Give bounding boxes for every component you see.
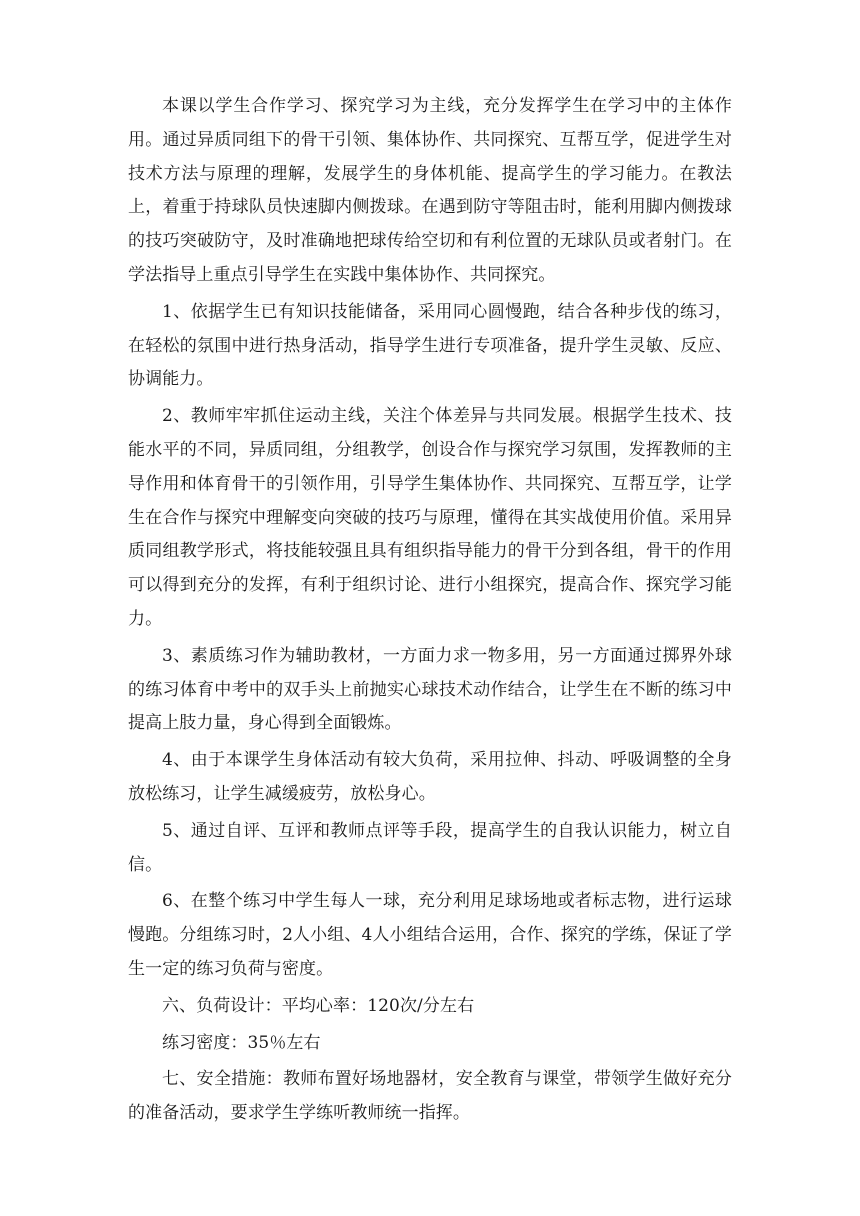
paragraph-item-2: 2、教师牢牢抓住运动主线，关注个体差异与共同发展。根据学生技术、技能水平的不同，异质同组，分组教学，创设合作与探究学习氛围，发挥教师的主导作用和体育骨干的引领作用，引导学生集体协作、共同探究、互帮互学，让学生在合作与探究中理解变向突破的技巧与原理，懂得在其实战使用价值。采用异质同组教学形式，将技能较强且具有组织指导能力的骨干分到各组，骨干的作用可以得到充分的发挥，有利于组织讨论、进行小组探究，提高合作、探究学习能力。 bbox=[128, 406, 732, 629]
paragraph-item-3: 3、素质练习作为辅助教材，一方面力求一物多用，另一方面通过掷界外球的练习体育中考中的双手头上前抛实心球技术动作结合，让学生在不断的练习中提高上肢力量，身心得到全面锻炼。 bbox=[128, 645, 732, 734]
paragraph-practice-density: 练习密度：35％左右 bbox=[162, 1032, 321, 1053]
paragraph-safety-measures: 七、安全措施：教师布置好场地器材，安全教育与课堂，带领学生做好充分的准备活动，要求学生学练听教师统一指挥。 bbox=[128, 1069, 732, 1124]
paragraph-item-4: 4、由于本课学生身体活动有较大负荷，采用拉伸、抖动、呼吸调整的全身放松练习，让学生减缓疲劳，放松身心。 bbox=[128, 750, 732, 804]
paragraph-intro: 本课以学生合作学习、探究学习为主线，充分发挥学生在学习中的主体作用。通过异质同组下的骨干引领、集体协作、共同探究、互帮互学，促进学生对技术方法与原理的理解，发展学生的身体机能、提高学生的学习能力。在教法上，着重于持球队员快速脚内侧拨球。在遇到防守等阻击时，能利用脚内侧拨球的技巧突破防守，及时准确地把球传给空切和有利位置的无球队员或者射门。在学法指导上重点引导学生在实践中集体协作、共同探究。 bbox=[128, 96, 732, 285]
paragraph-load-design: 六、负荷设计：平均心率：120次/分左右 bbox=[162, 995, 475, 1016]
paragraph-item-6: 6、在整个练习中学生每人一球，充分利用足球场地或者标志物，进行运球慢跑。分组练习时，2人小组、4人小组结合运用，合作、探究的学练，保证了学生一定的练习负荷与密度。 bbox=[128, 891, 732, 979]
paragraph-item-1: 1、依据学生已有知识技能储备，采用同心圆慢跑，结合各种步伐的练习，在轻松的氛围中进行热身活动，指导学生进行专项准备，提升学生灵敏、反应、协调能力。 bbox=[128, 301, 732, 390]
paragraph-item-5: 5、通过自评、互评和教师点评等手段，提高学生的自我认识能力，树立自信。 bbox=[128, 820, 732, 875]
document-body bbox=[128, 90, 732, 1134]
